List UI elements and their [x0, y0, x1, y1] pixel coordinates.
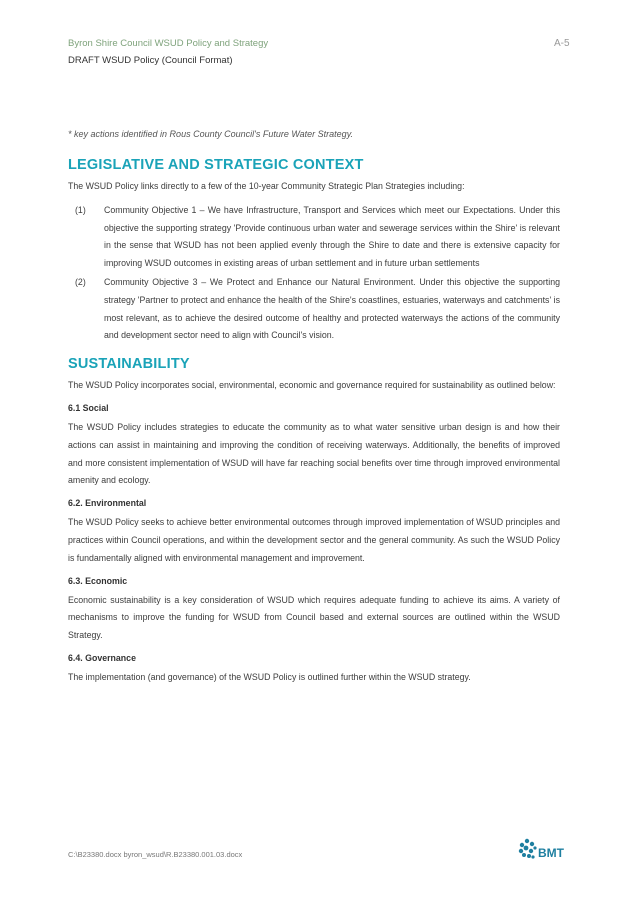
footer-file-path: C:\B23380.docx byron_wsud\R.B23380.001.03.docx	[68, 850, 243, 859]
subheading-governance: 6.4. Governance	[68, 652, 136, 663]
heading-sustainability: SUSTAINABILITY	[68, 356, 190, 373]
main-content	[68, 157, 560, 687]
sustainability-intro: The WSUD Policy incorporates social, environmental, economic and governance required for sustainability as outlined below:	[68, 380, 556, 391]
header-document-title: Byron Shire Council WSUD Policy and Strategy	[68, 38, 269, 49]
list-item-text: Community Objective 3 – We Protect and Enhance our Natural Environment. Under this objective the supporting strategy 'Partner to protect and enhance the health of the Shire's coastlines, estuaries, waterways and catchments' is most relevant, as to achieve the desired outcome of healthy and protected waterways the actions of the community and development sector need to align with Council's vision.	[104, 276, 560, 341]
list-item-text: Community Objective 1 – We have Infrastructure, Transport and Services which meet our Expectations. Under this objective the supporting strategy 'Provide continuous urban water and sewerage services within the Shire' is relevant in the sense that WSUD has not been applied evenly through the Shire to date and there is extensive capacity for improving WSUD outcomes in existing areas of urban settlement and in future urban settlements	[104, 204, 560, 269]
bmt-logo	[516, 835, 568, 863]
subheading-economic: 6.3. Economic	[68, 575, 128, 586]
header-document-subtitle: DRAFT WSUD Policy (Council Format)	[68, 55, 233, 66]
subheading-environmental: 6.2. Environmental	[68, 498, 147, 509]
community-objectives-list	[68, 202, 560, 345]
bmt-logo-text: BMT	[538, 846, 564, 860]
list-item	[68, 202, 560, 273]
footnote-key-actions: * key actions identified in Rous County Council's Future Water Strategy.	[68, 129, 354, 139]
paragraph-environmental: The WSUD Policy seeks to achieve better environmental outcomes through improved implementation of WSUD principles and practices within Council operations, and within the development sector and the general community. As such the WSUD Policy is fundamentally aligned with environmental management and improvement.	[68, 517, 560, 563]
list-item-number: (2)	[75, 276, 86, 287]
heading-legislative-context: LEGISLATIVE AND STRATEGIC CONTEXT	[68, 157, 364, 173]
paragraph-governance: The implementation (and governance) of the WSUD Policy is outlined further within the WSUD strategy.	[68, 671, 471, 682]
legislative-intro: The WSUD Policy links directly to a few of the 10-year Community Strategic Plan Strategies including:	[68, 181, 465, 191]
paragraph-economic: Economic sustainability is a key consideration of WSUD which requires adequate funding to achieve its aims. A variety of mechanisms to improve the funding for WSUD from Council based and external sources are outlined within the WSUD Strategy.	[68, 594, 560, 641]
paragraph-social: The WSUD Policy includes strategies to educate the community as to what water sensitive urban design is and how their actions can assist in maintaining and improving the condition of receiving waterways. Additionally, the benefits of improved and more consistent implementation of WSUD will have far reaching social benefits over time through improved environmental amenity and ecology.	[68, 421, 560, 486]
subheading-social: 6.1 Social	[68, 402, 109, 413]
list-item-number: (1)	[75, 204, 86, 215]
page-number: A-5	[554, 38, 570, 49]
bmt-globe-icon	[516, 835, 568, 863]
list-item	[68, 274, 560, 345]
